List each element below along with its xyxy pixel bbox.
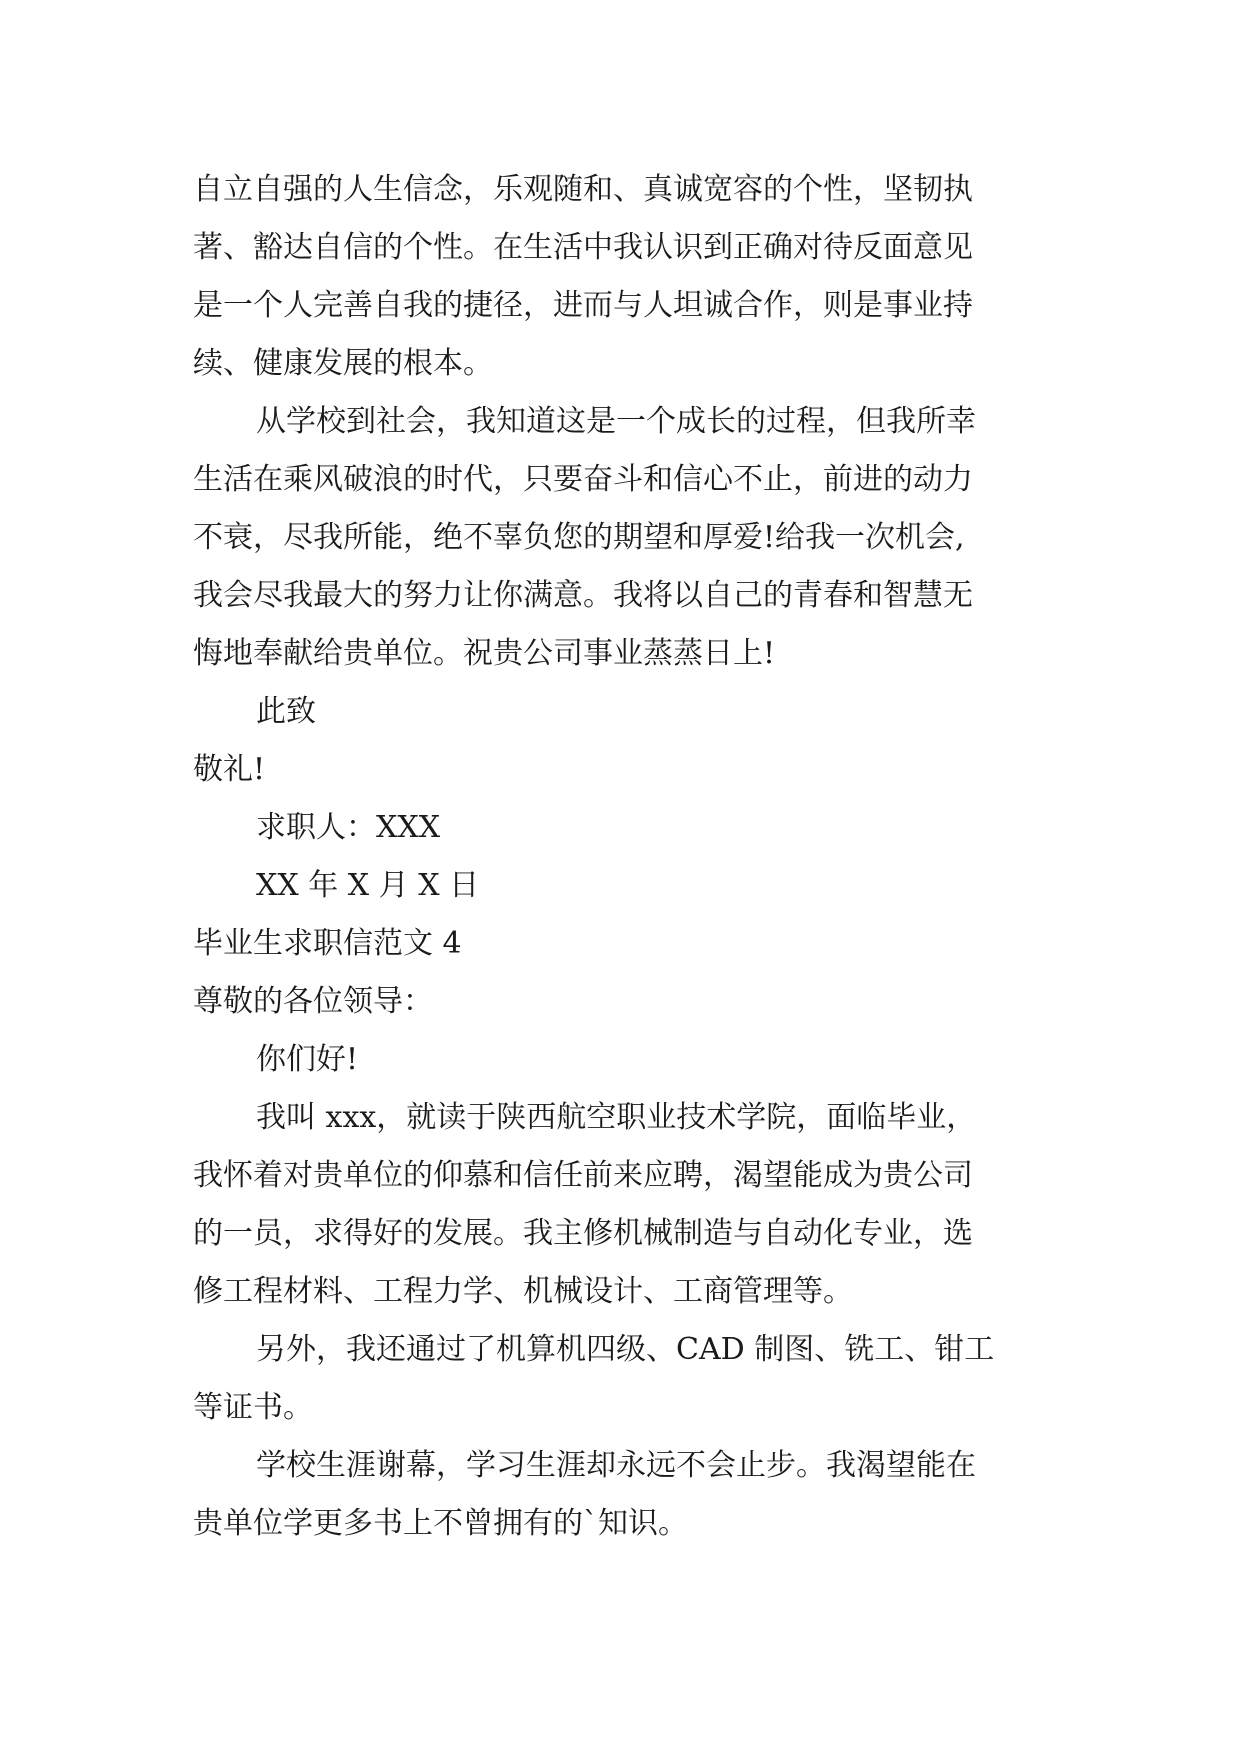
greeting-line: 你们好! (256, 1042, 359, 1077)
text-line: 学校生涯谢幕，学习生涯却永远不会止步。我渴望能在 (256, 1448, 976, 1483)
text-line: 生活在乘风破浪的时代，只要奋斗和信心不止，前进的动力 (193, 462, 973, 497)
text-line: 修工程材料、工程力学、机械设计、工商管理等。 (193, 1274, 853, 1309)
text-line: 是一个人完善自我的捷径，进而与人坦诚合作，则是事业持 (193, 288, 973, 323)
text-line: 续、健康发展的根本。 (193, 346, 493, 381)
text-line: 等证书。 (193, 1390, 313, 1425)
text-line: 不衰，尽我所能，绝不辜负您的期望和厚爱!给我一次机会, (193, 520, 965, 555)
text-line: 我叫 xxx，就读于陕西航空职业技术学院，面临毕业， (256, 1100, 977, 1135)
text-line: 著、豁达自信的个性。在生活中我认识到正确对待反面意见 (193, 230, 973, 265)
letter-date: XX 年 X 月 X 日 (256, 868, 480, 903)
greeting: 尊敬的各位领导： (193, 984, 433, 1019)
applicant-signature: 求职人：XXX (256, 810, 441, 845)
closing-salutation: 此致 (256, 694, 316, 729)
text-line: 自立自强的人生信念，乐观随和、真诚宽容的个性，坚韧执 (193, 172, 973, 207)
text-line: 另外，我还通过了机算机四级、CAD 制图、铣工、钳工 (256, 1332, 995, 1367)
closing-regards: 敬礼! (193, 752, 266, 787)
text-line: 贵单位学更多书上不曾拥有的`知识。 (193, 1506, 688, 1541)
text-line: 从学校到社会，我知道这是一个成长的过程，但我所幸 (256, 404, 976, 439)
text-line: 我怀着对贵单位的仰慕和信任前来应聘，渴望能成为贵公司 (193, 1158, 973, 1193)
section-title: 毕业生求职信范文 4 (193, 926, 462, 961)
text-line: 悔地奉献给贵单位。祝贵公司事业蒸蒸日上! (193, 636, 776, 671)
text-line: 的一员，求得好的发展。我主修机械制造与自动化专业，选 (193, 1216, 973, 1251)
document-body (193, 161, 1063, 1553)
text-line: 我会尽我最大的努力让你满意。我将以自己的青春和智慧无 (193, 578, 973, 613)
